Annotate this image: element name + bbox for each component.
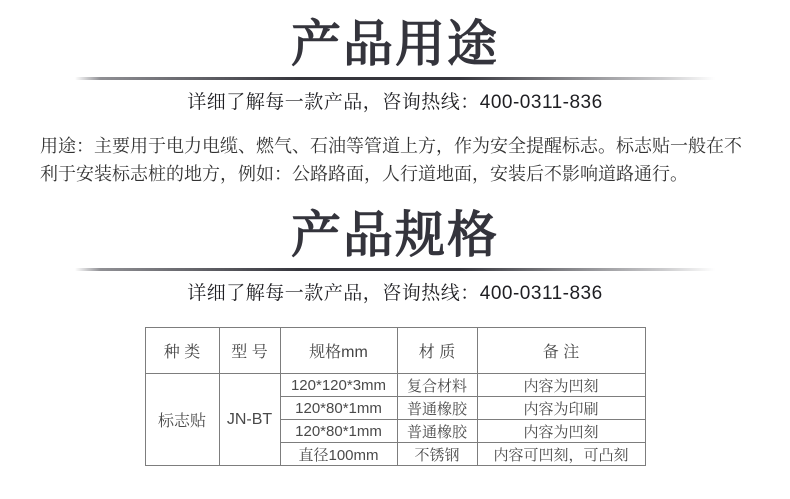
spec-cell: 120*80*1mm bbox=[280, 420, 397, 443]
spec-cell: 120*80*1mm bbox=[280, 397, 397, 420]
usage-paragraph: 用途：主要用于电力电缆、燃气、石油等管道上方，作为安全提醒标志。标志贴一般在不利于安装标志桩的地方，例如：公路路面，人行道地面，安装后不影响道路通行。 bbox=[40, 136, 742, 184]
material-cell: 不锈钢 bbox=[397, 443, 477, 466]
spec-table-header-row bbox=[145, 328, 645, 374]
material-cell: 复合材料 bbox=[397, 374, 477, 397]
usage-section bbox=[0, 0, 790, 188]
note-cell: 内容为凹刻 bbox=[477, 420, 645, 443]
title-divider bbox=[75, 77, 715, 80]
spec-section-title: 产品规格 bbox=[291, 207, 499, 263]
material-cell: 普通橡胶 bbox=[397, 420, 477, 443]
spec-table bbox=[145, 327, 646, 466]
note-cell: 内容可凹刻，可凸刻 bbox=[477, 443, 645, 466]
spec-cell: 120*120*3mm bbox=[280, 374, 397, 397]
usage-section-title: 产品用途 bbox=[291, 16, 499, 72]
header-model: 型 号 bbox=[219, 328, 280, 374]
table-row bbox=[145, 374, 645, 397]
title-divider bbox=[75, 268, 715, 271]
header-category: 种 类 bbox=[145, 328, 219, 374]
note-cell: 内容为凹刻 bbox=[477, 374, 645, 397]
hotline-subtitle: 详细了解每一款产品，咨询热线：400-0311-836 bbox=[187, 92, 603, 113]
header-note: 备 注 bbox=[477, 328, 645, 374]
header-material: 材 质 bbox=[397, 328, 477, 374]
material-cell: 普通橡胶 bbox=[397, 397, 477, 420]
hotline-subtitle: 详细了解每一款产品，咨询热线：400-0311-836 bbox=[187, 283, 603, 304]
spec-cell: 直径100mm bbox=[280, 443, 397, 466]
spec-section bbox=[0, 207, 790, 466]
category-cell: 标志贴 bbox=[145, 374, 219, 466]
header-spec: 规格mm bbox=[280, 328, 397, 374]
note-cell: 内容为印刷 bbox=[477, 397, 645, 420]
model-cell: JN-BT bbox=[219, 374, 280, 466]
